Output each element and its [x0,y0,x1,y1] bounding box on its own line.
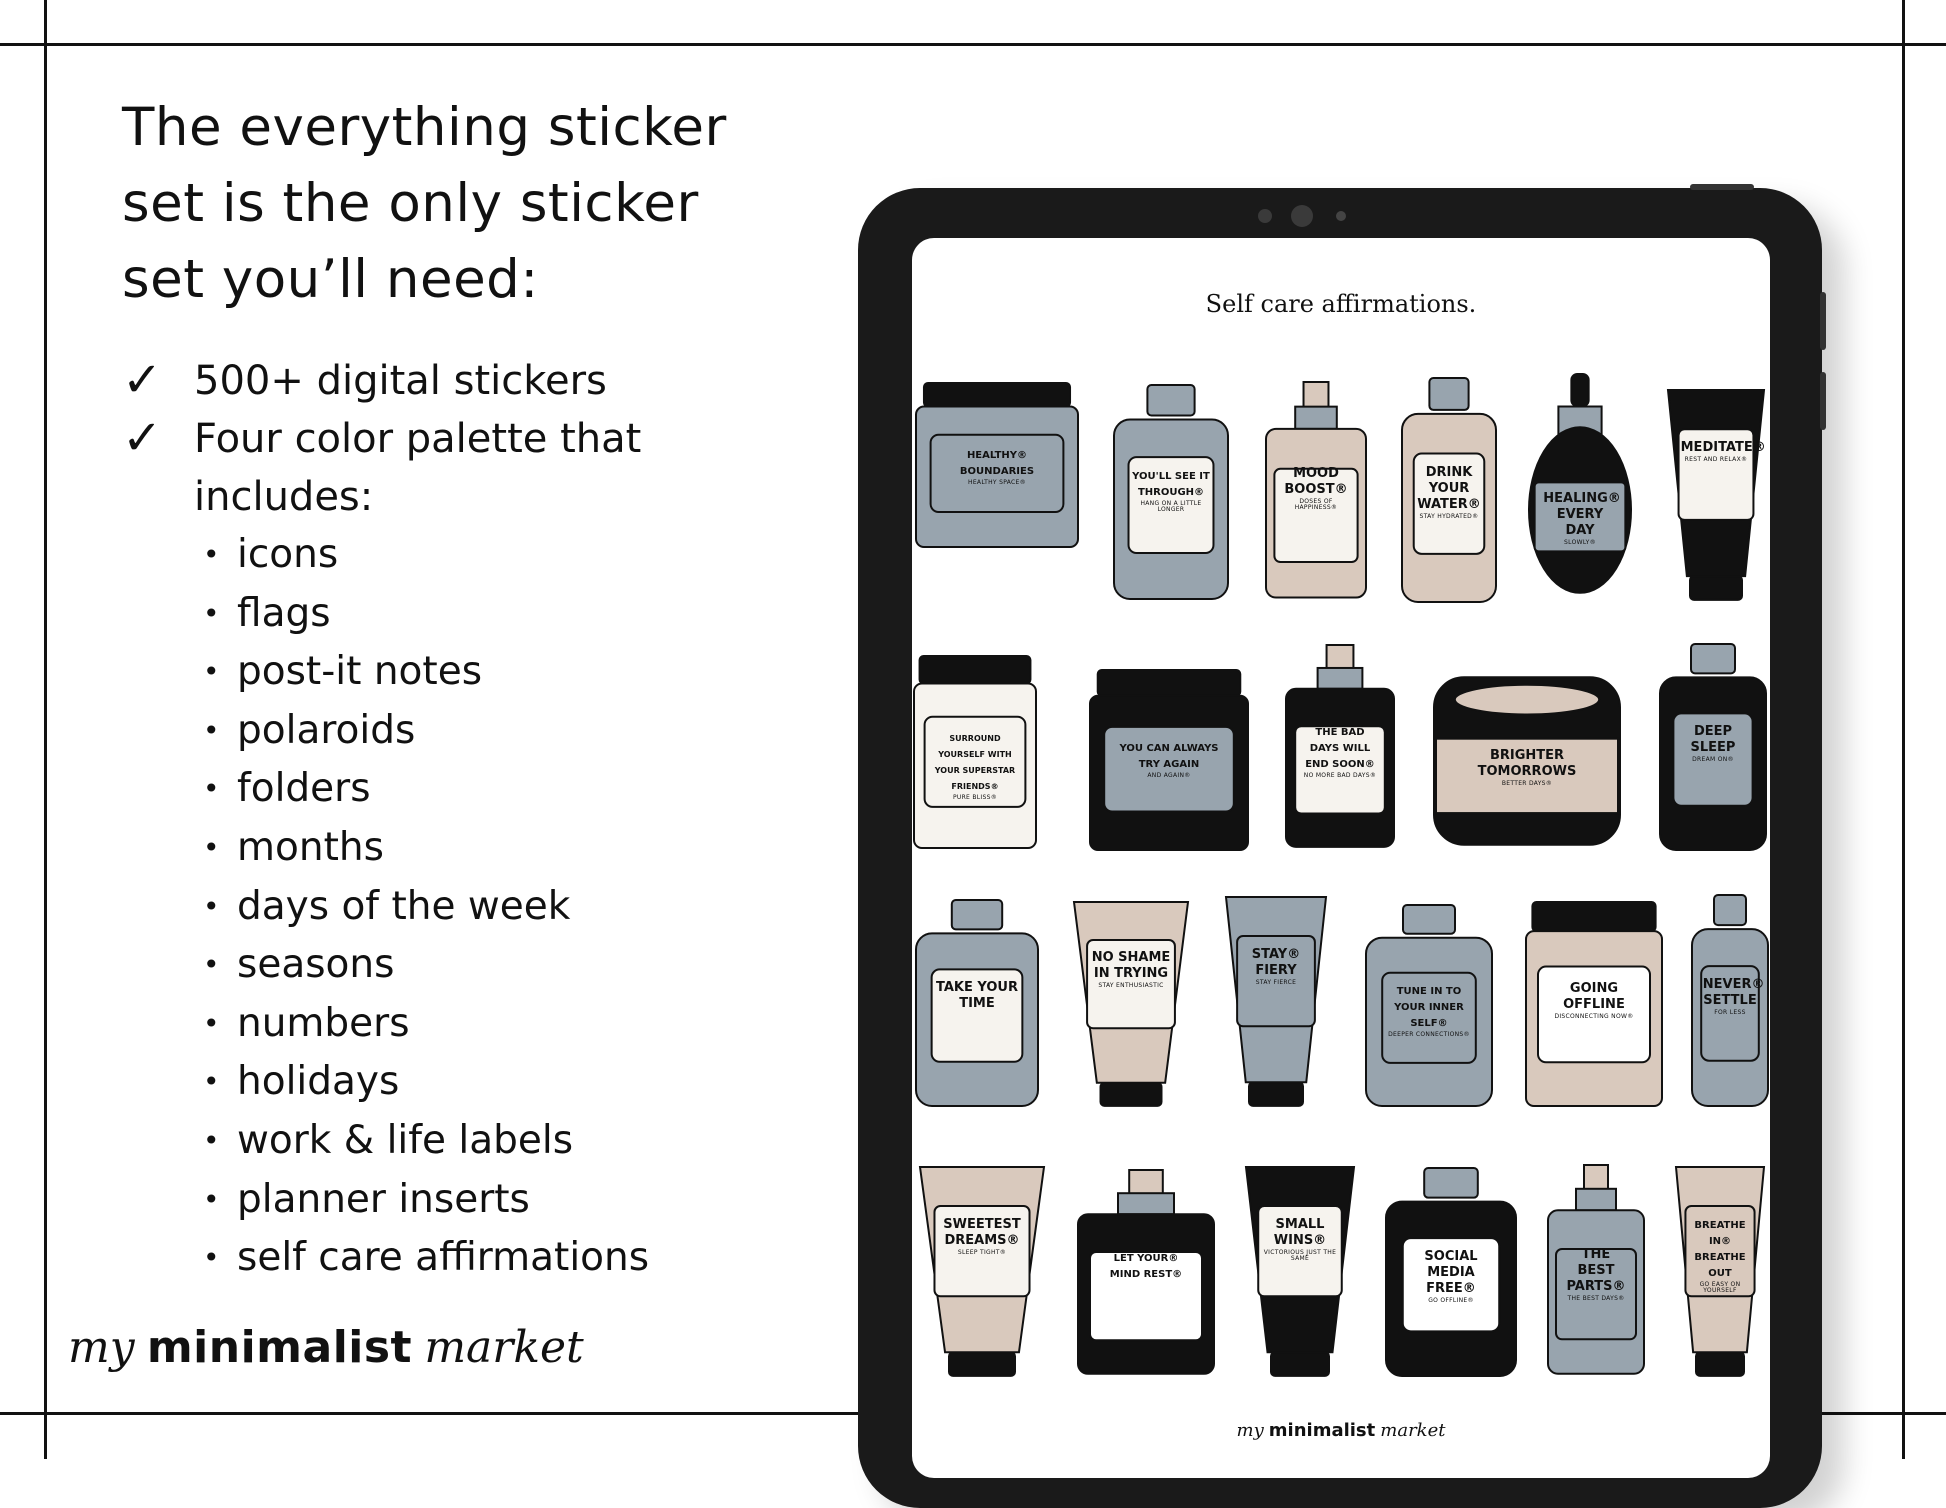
bullet-icon: • [203,948,220,982]
sticker-label: SMALL WINS® VICTORIOUS JUST THE SAME [1263,1216,1337,1262]
sensor-dot [1336,211,1346,221]
sticker[interactable] [914,898,1040,1108]
bullet-icon: • [203,596,220,630]
sticker[interactable] [1658,642,1768,852]
feature-item: ✓ 500+ digital stickers [122,352,607,408]
bullet-icon: • [203,889,220,923]
sticker-label: TAKE YOUR TIME [936,979,1018,1011]
include-item: • work & life labels [237,1112,762,1171]
bullet-icon: • [203,713,220,747]
sticker-label: GOING OFFLINE DISCONNECTING NOW® [1554,981,1634,1021]
camera-dot [1258,209,1272,223]
sticker[interactable] [916,1163,1048,1378]
includes-list [12,526,762,1288]
check-icon: ✓ [122,352,163,408]
sticker[interactable] [1242,1163,1358,1378]
include-item: • flags [237,585,762,644]
tablet-volume-up [1820,292,1826,350]
include-item: • seasons [237,936,762,995]
sticker-label: YOU CAN ALWAYS TRY AGAIN AND AGAIN® [1119,742,1219,779]
frame-line-right [1902,0,1905,1459]
tablet-volume-down [1820,372,1826,430]
sticker-label: HEALTHY® BOUNDARIES HEALTHY SPACE® [959,449,1035,486]
sticker-label: SOCIAL MEDIA FREE® GO OFFLINE® [1424,1248,1478,1304]
sticker-label: BRIGHTER TOMORROWS BETTER DAYS® [1477,748,1577,788]
include-item: • polaroids [237,702,762,761]
sticker[interactable] [1112,383,1230,601]
sticker[interactable] [1076,1168,1216,1378]
bullet-icon: • [203,1241,220,1275]
sticker[interactable] [1284,643,1396,851]
check-icon: ✓ [122,410,163,466]
sticker-label: LET YOUR® MIND REST® [1109,1252,1183,1280]
sticker-label: DRINK YOUR WATER® STAY HYDRATED® [1417,464,1481,520]
sticker[interactable] [1222,893,1330,1108]
sticker-label: NEVER® SETTLE FOR LESS [1702,976,1765,1016]
bullet-icon: • [203,772,220,806]
sticker[interactable] [1384,1166,1518,1378]
sticker[interactable] [1546,1163,1646,1378]
sticker-label: TUNE IN TO YOUR INNER SELF® DEEPER CONNECTIONS® [1388,985,1470,1038]
sticker-label: SURROUND YOURSELF WITH YOUR SUPERSTAR FRIENDS® PURE BLISS® [934,734,1016,802]
include-item: • holidays [237,1053,762,1112]
bullet-icon: • [203,1006,220,1040]
sticker[interactable] [1400,376,1498,604]
frame-line-top [0,43,1946,46]
include-item: • folders [237,760,762,819]
bullet-icon: • [203,1065,220,1099]
feature-item: ✓ Four color palette that includes: [122,410,642,520]
sticker[interactable] [1088,668,1250,852]
bullet-icon: • [203,655,220,689]
include-item: • self care affirmations [237,1229,762,1288]
sticker-label: NO SHAME IN TRYING STAY ENTHUSIASTIC [1091,950,1171,990]
bullet-icon: • [203,1123,220,1157]
sticker-label: MOOD BOOST® DOSES OF HAPPINESS® [1284,466,1348,512]
sticker[interactable] [1524,900,1664,1108]
sticker[interactable] [1432,668,1622,854]
sticker-label: BREATHE IN® BREATHE OUT GO EASY ON YOURSELF [1694,1219,1746,1294]
sticker-label: DEEP SLEEP DREAM ON® [1690,723,1736,763]
bullet-icon: • [203,1182,220,1216]
sticker-label: MEDITATE® REST AND RELAX® [1680,439,1766,463]
sticker-illustration [1242,1163,1358,1378]
headline: The everything sticker set is the only sticker set you’ll need: [122,97,727,310]
camera-lens [1291,205,1313,227]
bullet-icon: • [203,538,220,571]
sticker-label: HEALING® EVERY DAY SLOWLY® [1543,491,1621,547]
screen-brand-logo: my minimalist market [1236,1420,1446,1441]
sticker[interactable] [1690,893,1770,1108]
sticker[interactable] [1264,380,1368,602]
sticker-illustration [1070,898,1192,1108]
feature-panel [122,90,762,1288]
bullet-icon: • [203,830,220,864]
sticker-illustration [1664,386,1768,602]
tablet-screen [912,238,1770,1478]
include-item: • numbers [237,995,762,1054]
sticker-label: SWEETEST DREAMS® SLEEP TIGHT® [943,1216,1021,1256]
sticker-label: THE BEST PARTS® THE BEST DAYS® [1566,1246,1626,1302]
sticker[interactable] [1364,903,1494,1108]
sticker-illustration [1526,372,1634,602]
sticker-illustration [916,1163,1048,1378]
include-item: • icons [237,526,762,585]
sticker-label: STAY® FIERY STAY FIERCE [1251,946,1301,986]
sticker[interactable] [1526,372,1634,602]
tablet-top-button [1690,184,1754,190]
include-item: • months [237,819,762,878]
screen-title: Self care affirmations. [1205,290,1477,318]
brand-logo: my minimalist market [68,1322,584,1373]
sticker[interactable] [914,381,1080,549]
include-item: • post-it notes [237,643,762,702]
sticker[interactable] [1070,898,1192,1108]
sticker-label: THE BAD DAYS WILL END SOON® NO MORE BAD DAYS® [1303,727,1377,780]
sticker-label: YOU'LL SEE IT THROUGH® HANG ON A LITTLE LONGER [1132,470,1210,513]
include-item: • days of the week [237,878,762,937]
sticker[interactable] [1664,386,1768,602]
include-item: • planner inserts [237,1171,762,1230]
sticker-illustration [1222,893,1330,1108]
sticker[interactable] [912,654,1038,850]
feature-list [122,352,762,526]
sticker[interactable] [1672,1163,1768,1378]
